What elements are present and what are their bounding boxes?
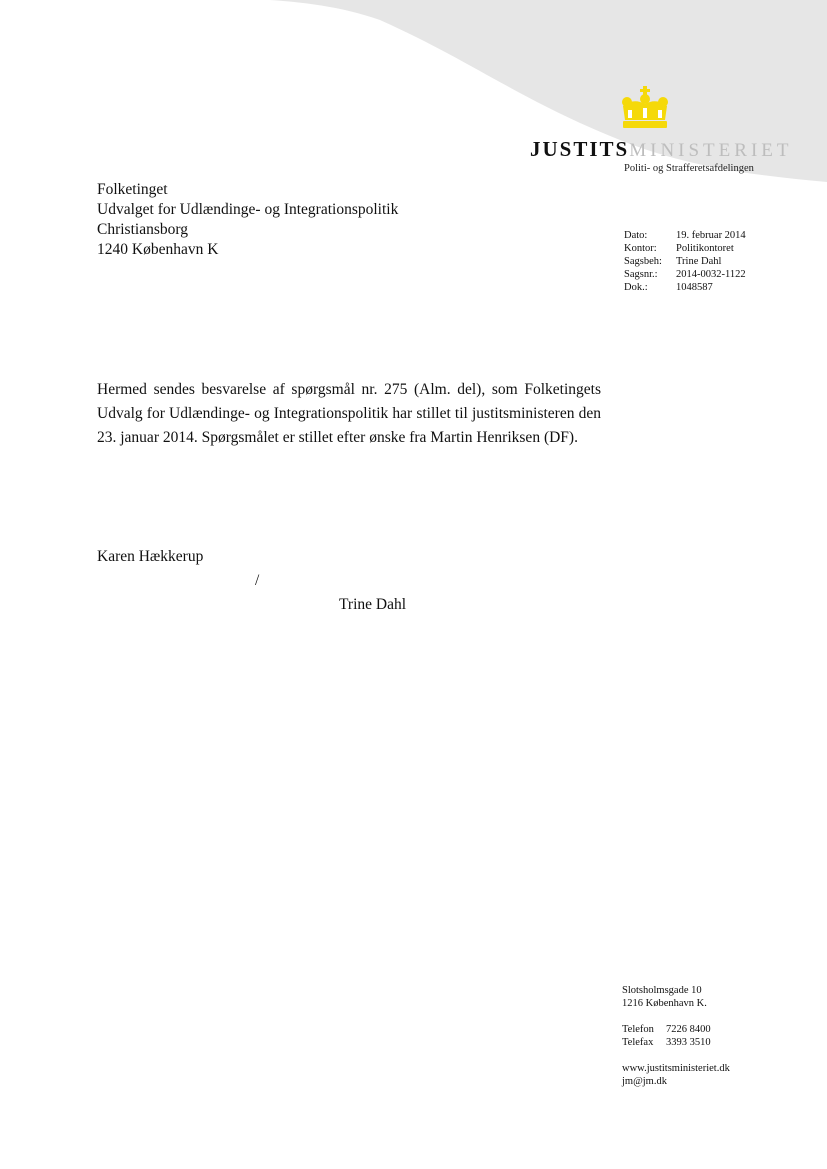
- meta-case-label: Sagsnr.:: [624, 269, 658, 280]
- footer-address-line-2: 1216 København K.: [622, 998, 707, 1009]
- footer-address-line-1: Slotsholmsgade 10: [622, 985, 702, 996]
- signature-second-name: Trine Dahl: [339, 596, 407, 613]
- recipient-line-4: 1240 København K: [97, 241, 219, 258]
- meta-date-label: Dato:: [624, 230, 648, 241]
- meta-handler-label: Sagsbeh:: [624, 256, 662, 267]
- footer-fax-label: Telefax: [622, 1037, 654, 1048]
- footer-contact: [622, 984, 730, 1088]
- meta-handler-value: Trine Dahl: [676, 256, 722, 267]
- crown-icon: [618, 86, 672, 132]
- meta-office-value: Politikontoret: [676, 243, 734, 254]
- meta-office-label: Kontor:: [624, 243, 657, 254]
- footer-fax-value: 3393 3510: [666, 1037, 711, 1048]
- recipient-line-1: Folketinget: [97, 181, 168, 198]
- footer-phone-label: Telefon: [622, 1024, 654, 1035]
- meta-doc-value: 1048587: [676, 282, 713, 293]
- logo-bold-part: JUSTITS: [530, 137, 630, 161]
- recipient-line-2: Udvalget for Udlændinge- og Integrationspolitik: [97, 201, 399, 218]
- recipient-address: [97, 180, 398, 260]
- document-metadata: [624, 229, 746, 294]
- department-name: Politi- og Strafferetsafdelingen: [624, 163, 754, 174]
- footer-website-link[interactable]: www.justitsministeriet.dk: [622, 1063, 730, 1074]
- recipient-line-3: Christiansborg: [97, 221, 188, 238]
- letter-body-paragraph: Hermed sendes besvarelse af spørgsmål nr. 275 (Alm. del), som Folketingets Udvalg for Udlændinge- og Integrationspolitik har stillet til justitsministeren den 23. januar 2014. Spørgsmålet er stillet efter ønske fra Martin Henriksen (DF).: [97, 381, 601, 446]
- footer-email-link[interactable]: jm@jm.dk: [622, 1076, 667, 1087]
- meta-doc-label: Dok.:: [624, 282, 648, 293]
- signature-name: Karen Hækkerup: [97, 548, 204, 565]
- logo-light-part: MINISTERIET: [629, 140, 793, 161]
- signature-separator: /: [255, 572, 260, 589]
- footer-phone-value: 7226 8400: [666, 1024, 711, 1035]
- meta-date-value: 19. februar 2014: [676, 230, 746, 241]
- ministry-logo: [530, 137, 792, 162]
- meta-case-value: 2014-0032-1122: [676, 269, 746, 280]
